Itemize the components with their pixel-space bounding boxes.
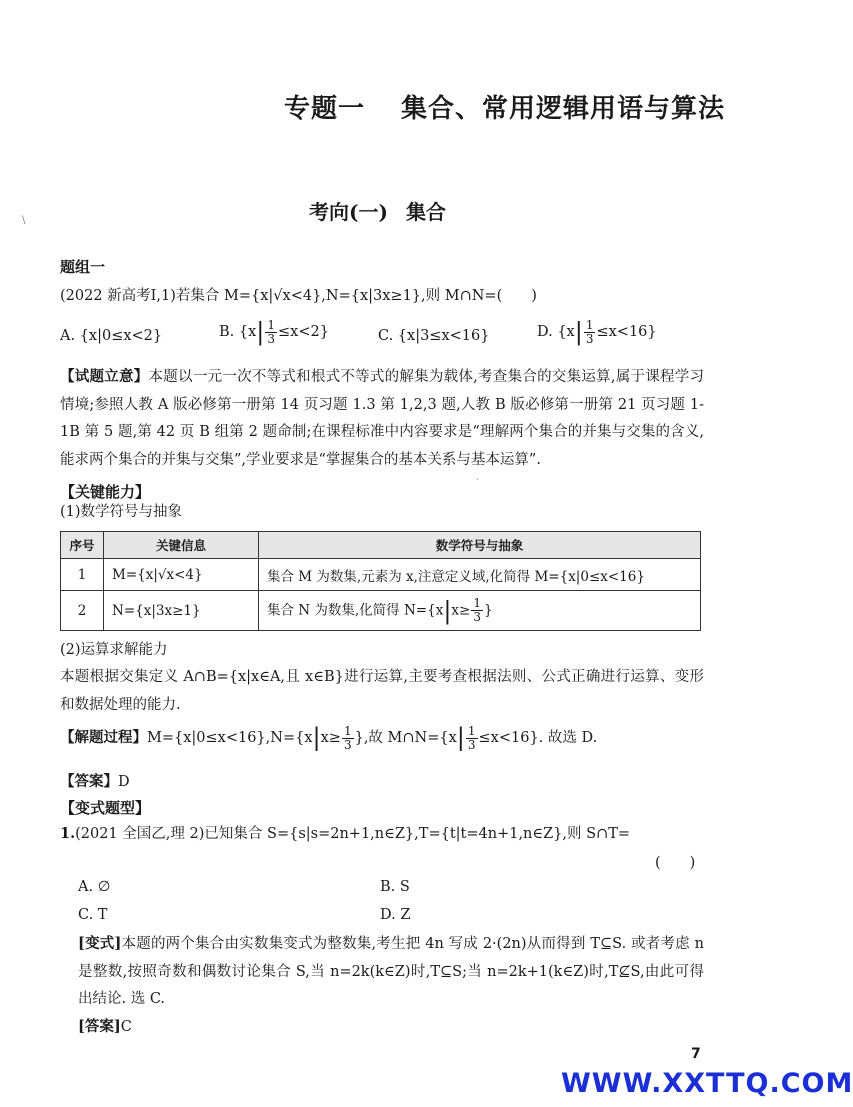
intent-paragraph	[60, 363, 704, 474]
section-number: 考向(一)	[309, 200, 388, 224]
table-header: 数学符号与抽象	[259, 532, 701, 559]
chapter-number: 专题一	[284, 94, 366, 124]
variant-question-number: 1.	[60, 825, 76, 842]
solution-tag: 【解题过程】	[60, 729, 147, 746]
variant-option-d: D. Z	[380, 907, 411, 923]
solution-fraction-1: $\frac{1}{3}$	[343, 723, 352, 752]
variant-question-text: (2021 全国乙,理 2)已知集合 S={s|s=2n+1,n∈Z},T={t|t=4n+1,n∈Z},则 S∩T=	[75, 826, 631, 842]
section-title	[309, 196, 446, 225]
variant-tag: 【变式题型】	[60, 799, 151, 817]
answer-value: D	[118, 774, 130, 790]
ability-item-2: (2)运算求解能力	[60, 642, 168, 658]
option-b-fraction: $\frac{1}{3}$	[267, 317, 276, 346]
variant-answer-value: C	[120, 1019, 132, 1035]
table-header-row	[61, 532, 701, 559]
chapter-title	[284, 88, 725, 125]
answer-line	[60, 768, 130, 796]
table-row	[61, 591, 701, 631]
option-d-fraction: $\frac{1}{3}$	[585, 317, 594, 346]
variant-option-c: C. T	[78, 907, 108, 923]
option-b: B. {x| $\frac{1}{3}$ ≤x<2}	[219, 317, 329, 346]
table-header: 关键信息	[104, 532, 259, 559]
row-abstraction: 集合 N 为数集,化简得 N={x|x≥ $\frac{1}{3}$ }	[259, 591, 701, 631]
table-row	[61, 559, 701, 591]
option-a: A. {x|0≤x<2}	[60, 328, 163, 344]
variant-answer	[78, 1013, 132, 1041]
stray-dot: ·	[476, 475, 479, 484]
solution-line: 【解题过程】M={x|0≤x<16},N={x|x≥ $\frac{1}{3}$ },故 M∩N={x| $\frac{1}{3}$ ≤x<16}. 故选 D.	[60, 723, 598, 752]
variant-explain-text: 本题的两个集合由实数集变式为整数集,考生把 4n 写成 2·(2n)从而得到 T⊆S. 或者考虑 n 是整数,按照奇数和偶数讨论集合 S,当 n=2k(k∈Z)时,T⊆S;当 n=2k+1(k∈Z)时,T⊈S,由此可得出结论. 选 C.	[78, 936, 704, 1007]
ability-item-2-text: 本题根据交集定义 A∩B={x|x∈A,且 x∈B}进行运算,主要考查根据法则、公式正确进行运算、变形和数据处理的能力.	[60, 669, 704, 713]
variant-option-a: A. ∅	[78, 879, 111, 895]
option-b-set-left: {x	[238, 324, 257, 340]
option-d-set-left: {x	[557, 324, 575, 340]
page-number: 7	[691, 1046, 701, 1062]
ability-tag: 【关键能力】	[60, 483, 151, 501]
option-c: C. {x|3≤x<16}	[378, 328, 490, 344]
row-abstraction: 集合 M 为数集,元素为 x,注意定义域,化简得 M={x|0≤x<16}	[259, 559, 701, 591]
option-d-set-right: ≤x<16}	[596, 324, 657, 340]
variant-answer-paren: ( )	[655, 855, 696, 871]
variant-answer-tag: [答案]	[78, 1018, 121, 1035]
row-number: 2	[61, 591, 104, 631]
margin-mark: \	[22, 215, 26, 226]
row-key-info: M={x|√x<4}	[104, 559, 259, 591]
intent-tag: 【试题立意】	[60, 368, 149, 385]
row-fraction: $\frac{1}{3}$	[473, 596, 481, 624]
ability-item-1: (1)数学符号与抽象	[60, 504, 183, 520]
intent-text: 本题以一元一次不等式和根式不等式的解集为载体,考查集合的交集运算,属于课程学习情境;参照人教 A 版必修第一册第 14 页习题 1.3 第 1,2,3 题,人教 B 版必修第一册第 21 页习题 1-1B 第 5 题,第 42 页 B 组第 2 题命制;在课程标准中内容要求是“理解两个集合的并集与交集的含义,能求两个集合的并集与交集”,学业要求是“掌握集合的基本关系与基本运算”.	[60, 369, 705, 468]
section-name: 集合	[405, 200, 446, 224]
option-d: D. {x| $\frac{1}{3}$ ≤x<16}	[537, 317, 657, 346]
answer-tag: 【答案】	[60, 773, 118, 790]
row-key-info: N={x|3x≥1}	[104, 591, 259, 631]
chapter-name: 集合、常用逻辑用语与算法	[401, 94, 726, 124]
problem-stem: (2022 新高考Ⅰ,1)若集合 M={x|√x<4},N={x|3x≥1},则 M∩N=( )	[60, 288, 537, 304]
option-b-label: B.	[219, 324, 235, 340]
variant-option-b: B. S	[380, 879, 410, 895]
option-d-label: D.	[537, 324, 553, 340]
solution-fraction-2: $\frac{1}{3}$	[467, 723, 476, 752]
variant-explanation	[78, 930, 704, 1014]
watermark: WWW.XXTTQ.COM	[561, 1068, 853, 1099]
variant-question	[60, 820, 630, 848]
option-b-set-right: ≤x<2}	[278, 324, 329, 340]
key-info-table	[60, 531, 701, 631]
group-heading: 题组一	[60, 258, 106, 276]
row-number: 1	[61, 559, 104, 591]
variant-explain-tag: [变式]	[78, 935, 122, 952]
table-header: 序号	[61, 532, 104, 559]
